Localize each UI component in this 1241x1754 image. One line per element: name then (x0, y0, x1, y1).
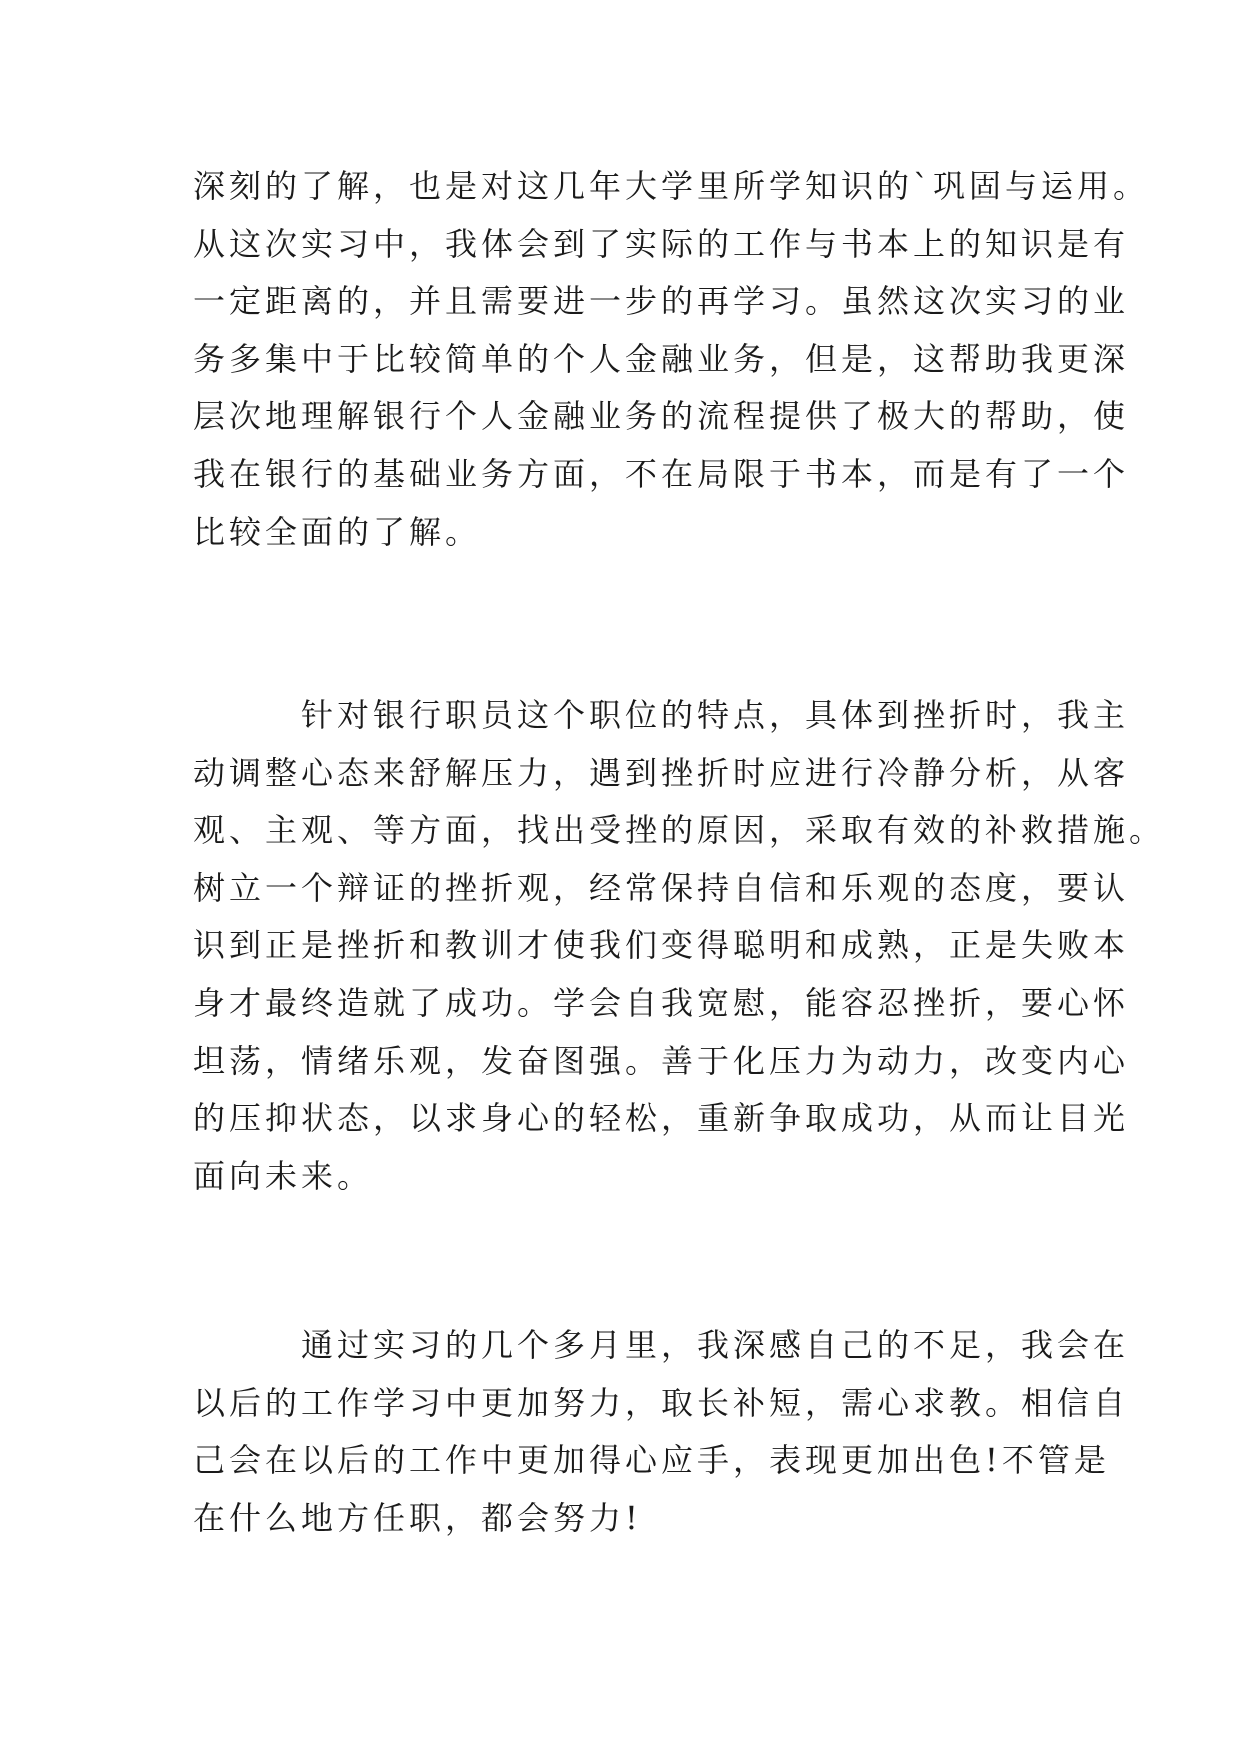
paragraph-line: 比较全面的了解。 (193, 512, 482, 551)
paragraph-line: 身才最终造就了成功。学会自我宽慰，能容忍挫折，要心怀 (193, 983, 1130, 1022)
paragraph-line: 从这次实习中，我体会到了实际的工作与书本上的知识是有 (193, 224, 1130, 263)
paragraph-2 (193, 687, 1166, 1205)
paragraph-1 (193, 158, 1150, 561)
paragraph-line-indented: 通过实习的几个多月里，我深感自己的不足，我会在 (301, 1326, 1130, 1364)
paragraph-line: 层次地理解银行个人金融业务的流程提供了极大的帮助，使 (193, 397, 1130, 436)
paragraph-line: 识到正是挫折和教训才使我们变得聪明和成熟，正是失败本 (193, 926, 1130, 965)
paragraph-line: 务多集中于比较简单的个人金融业务，但是，这帮助我更深 (193, 339, 1130, 378)
paragraph-line: 动调整心态来舒解压力，遇到挫折时应进行冷静分析，从客 (193, 753, 1130, 792)
paragraph-line: 坦荡，情绪乐观，发奋图强。善于化压力为动力，改变内心 (193, 1041, 1130, 1080)
paragraph-line: 面向未来。 (193, 1156, 374, 1195)
paragraph-line: 己会在以后的工作中更加得心应手，表现更加出色!不管是 (193, 1441, 1110, 1480)
paragraph-line: 一定距离的，并且需要进一步的再学习。虽然这次实习的业 (193, 282, 1130, 321)
paragraph-3 (193, 1317, 1130, 1547)
paragraph-line: 的压抑状态，以求身心的轻松，重新争取成功，从而让目光 (193, 1099, 1130, 1138)
paragraph-line: 深刻的了解，也是对这几年大学里所学知识的`巩固与运用。 (193, 167, 1150, 205)
paragraph-line: 以后的工作学习中更加努力，取长补短，需心求教。相信自 (193, 1383, 1130, 1422)
paragraph-line-indented: 针对银行职员这个职位的特点，具体到挫折时，我主 (301, 696, 1130, 734)
paragraph-line: 我在银行的基础业务方面，不在局限于书本，而是有了一个 (193, 454, 1130, 493)
paragraph-line: 在什么地方任职，都会努力! (193, 1498, 642, 1537)
paragraph-line: 树立一个辩证的挫折观，经常保持自信和乐观的态度，要认 (193, 868, 1130, 907)
paragraph-line: 观、主观、等方面，找出受挫的原因，采取有效的补救措施。 (193, 811, 1166, 850)
